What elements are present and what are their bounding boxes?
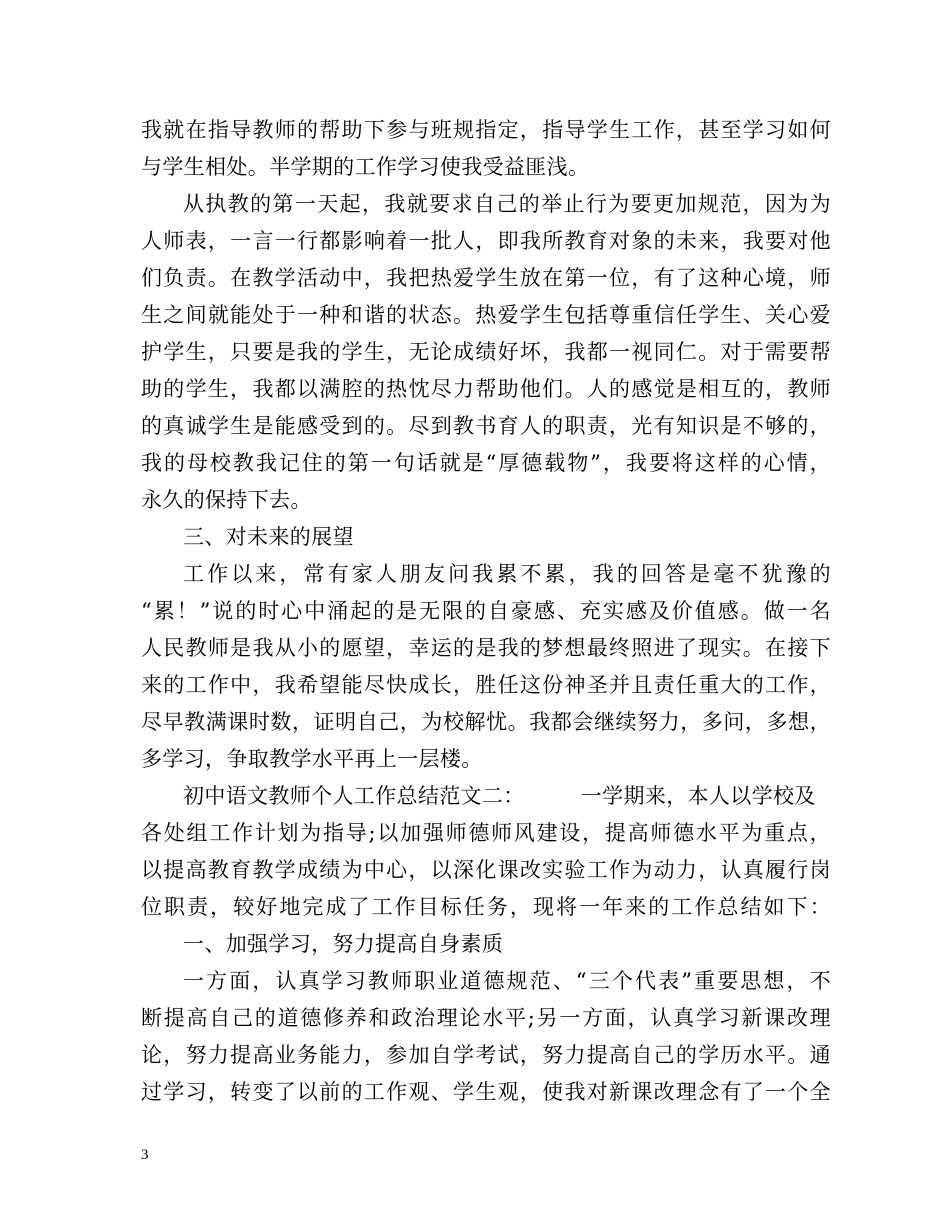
text-line: 我的母校教我记住的第一句话就是“厚德载物”，我要将这样的心情，: [141, 451, 831, 475]
text-line: “累！”说的时心中涌起的是无限的自豪感、充实感及价值感。做一名: [141, 599, 831, 623]
text-line: 位职责，较好地完成了工作目标任务，现将一年来的工作总结如下：: [141, 895, 831, 919]
page-number: 3: [141, 1147, 149, 1163]
text-line: 过学习，转变了以前的工作观、学生观，使我对新课改理念有了一个全: [141, 1080, 831, 1104]
text-line: 我就在指导教师的帮助下参与班规指定，指导学生工作，甚至学习如何: [141, 118, 831, 142]
text-line: 永久的保持下去。: [141, 488, 312, 512]
section-heading: 三、对未来的展望: [183, 525, 354, 549]
text-line: 尽早教满课时数，证明自己，为校解忧。我都会继续努力，多问，多想，: [141, 710, 831, 734]
text-line: 护学生，只要是我的学生，无论成绩好坏，我都一视同仁。对于需要帮: [141, 340, 831, 364]
text-line: 论，努力提高业务能力，参加自学考试，努力提高自己的学历水平。通: [141, 1043, 831, 1067]
text-line: 的真诚学生是能感受到的。尽到教书育人的职责，光有知识是不够的，: [141, 414, 831, 438]
text-line: 一方面，认真学习教师职业道德规范、“三个代表”重要思想，不: [183, 969, 831, 993]
text-line: 各处组工作计划为指导;以加强师德师风建设，提高师德水平为重点，: [141, 821, 831, 845]
text-line: 来的工作中，我希望能尽快成长，胜任这份神圣并且责任重大的工作，: [141, 673, 831, 697]
text-line: 多学习，争取教学水平再上一层楼。: [141, 747, 483, 771]
text-line: 们负责。在教学活动中，我把热爱学生放在第一位，有了这种心境，师: [141, 266, 831, 290]
text-line: 与学生相处。半学期的工作学习使我受益匪浅。: [141, 155, 590, 179]
text-line: 人师表，一言一行都影响着一批人，即我所教育对象的未来，我要对他: [141, 229, 831, 253]
text-line: 以提高教育教学成绩为中心，以深化课改实验工作为动力，认真履行岗: [141, 858, 831, 882]
text-line: 初中语文教师个人工作总结范文二： 一学期来，本人以学校及: [183, 784, 816, 808]
section-heading: 一、加强学习，努力提高自身素质: [183, 932, 504, 956]
text-line: 助的学生，我都以满腔的热忱尽力帮助他们。人的感觉是相互的，教师: [141, 377, 831, 401]
text-line: 工作以来，常有家人朋友问我累不累，我的回答是毫不犹豫的: [183, 562, 831, 586]
text-line: 生之间就能处于一种和谐的状态。热爱学生包括尊重信任学生、关心爱: [141, 303, 831, 327]
text-line: 断提高自己的道德修养和政治理论水平;另一方面，认真学习新课改理: [141, 1006, 831, 1030]
text-line: 人民教师是我从小的愿望，幸运的是我的梦想最终照进了现实。在接下: [141, 636, 831, 660]
text-line: 从执教的第一天起，我就要求自己的举止行为要更加规范，因为为: [183, 192, 831, 216]
